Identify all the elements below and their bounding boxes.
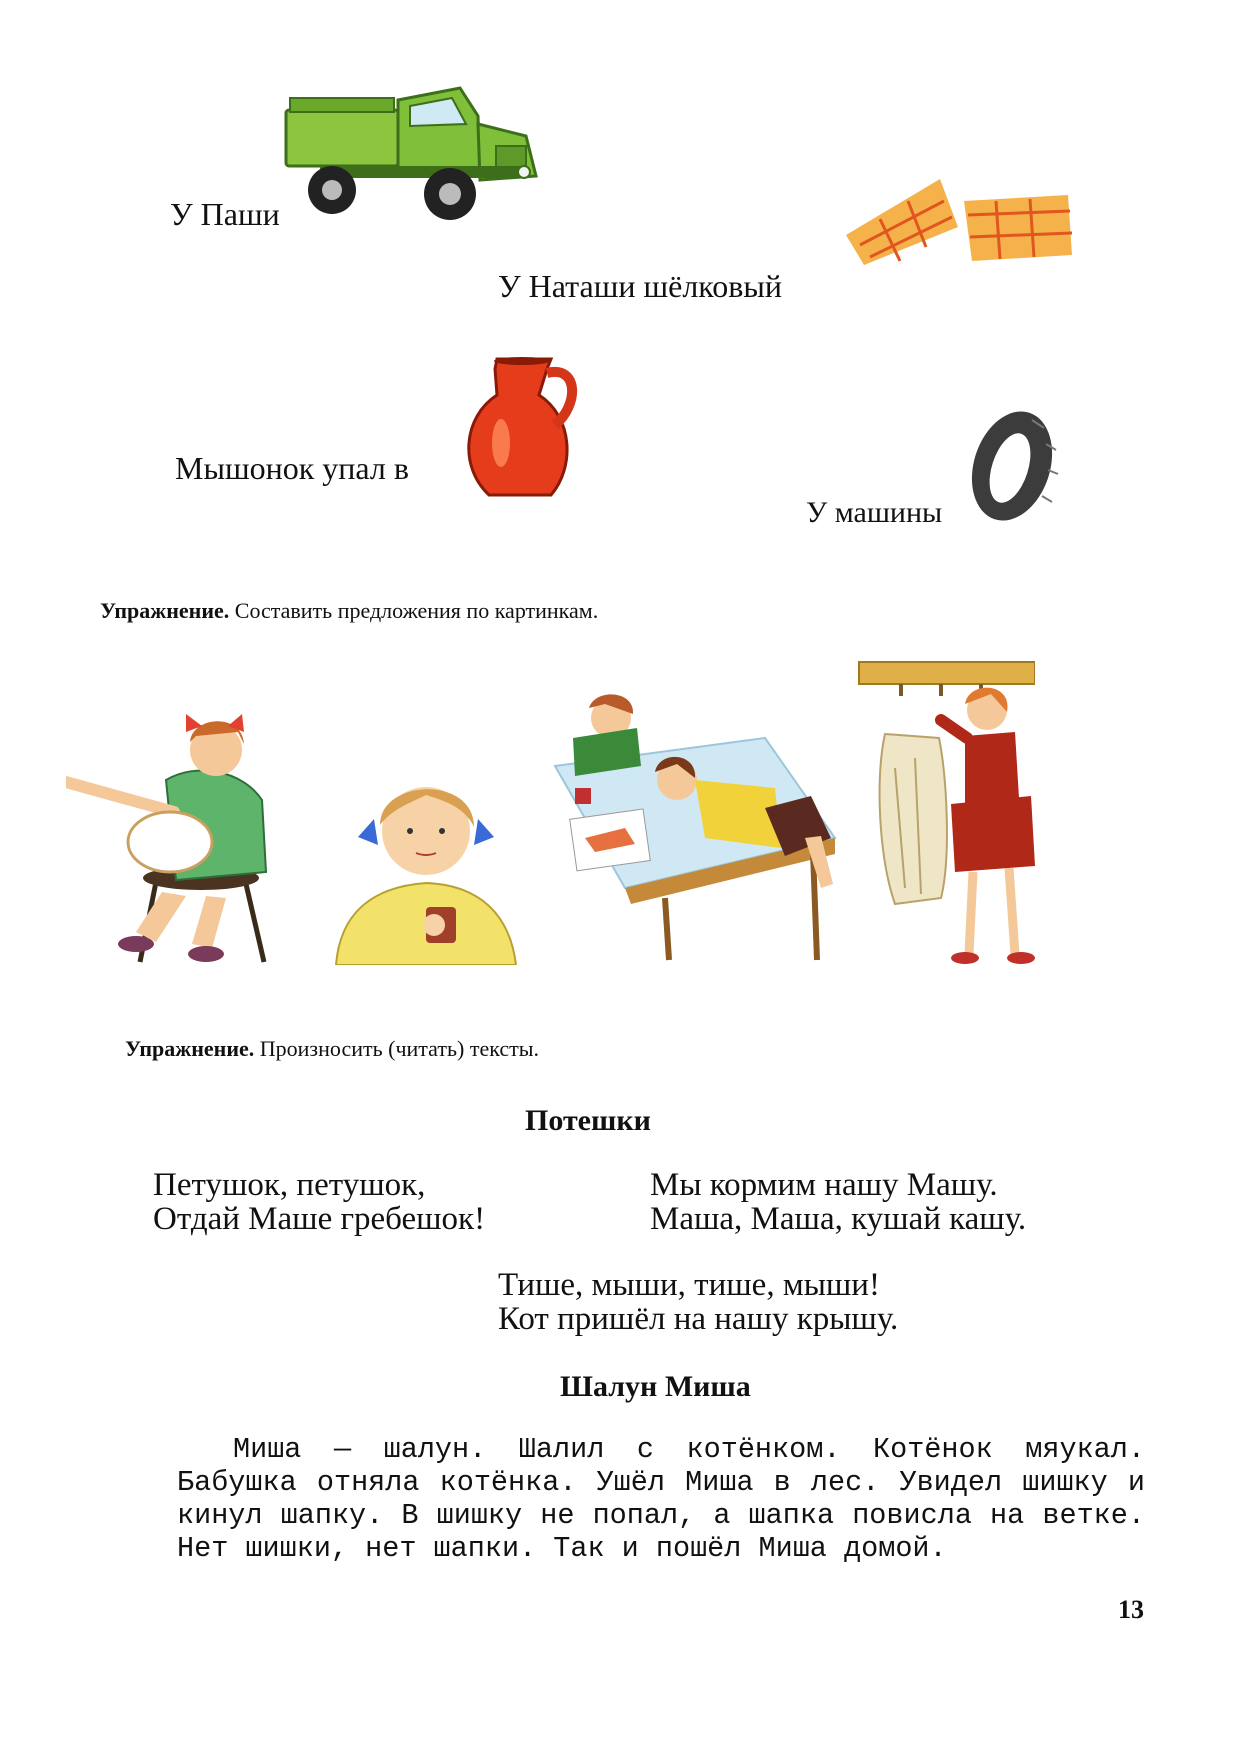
sentence-natasha: У Наташи шёлковый: [498, 268, 782, 304]
exercise-1-text: Составить предложения по картинкам.: [234, 598, 599, 623]
girl-sewing-button-illustration: [330, 765, 520, 965]
children-drawing-illustration: [545, 688, 845, 970]
rhyme-1-line-2: Отдай Маше гребешок!: [153, 1201, 486, 1237]
rhyme-2-line-2: Маша, Маша, кушай кашу.: [650, 1201, 1027, 1237]
rhyme-1-line-1: Петушок, петушок,: [153, 1167, 426, 1203]
story-text: Миша — шалун. Шалил с котёнком. Котёнок мяукал. Бабушка отняла котёнка. Ушёл Миша в лес. Увидел шишку и кинул шапку. В шишку не попал, а шапка повисла на ветке. Нет шишки, нет шапки. Так и пошёл Миша домой.: [177, 1433, 1145, 1565]
rhyme-2-line-1: Мы кормим нашу Машу.: [650, 1167, 998, 1203]
sentence-mouse: Мышонок упал в: [175, 450, 409, 486]
sentence-car: У машины: [806, 496, 943, 529]
exercise-2: [125, 1036, 539, 1062]
rhyme-2: [650, 1168, 1026, 1236]
rhyme-1: [153, 1168, 485, 1236]
jug-icon: [455, 355, 580, 505]
rhyme-3-line-2: Кот пришёл на нашу крышу.: [498, 1301, 899, 1337]
tire-icon: [962, 404, 1062, 528]
exercise-1: [100, 598, 598, 624]
girl-hanging-coat-illustration: [855, 658, 1035, 966]
poteshki-title: Потешки: [525, 1104, 651, 1137]
scarf-icon: [840, 165, 1080, 275]
girl-embroidering-illustration: [66, 692, 296, 970]
exercise-2-label: Упражнение.: [125, 1036, 255, 1061]
truck-icon: [280, 80, 550, 225]
rhyme-3-line-1: Тише, мыши, тише, мыши!: [498, 1267, 880, 1303]
story-title: Шалун Миша: [560, 1370, 751, 1403]
story-body: [177, 1433, 1145, 1565]
sentence-pasha: У Паши: [170, 196, 280, 232]
page-number: 13: [1118, 1595, 1144, 1624]
exercise-2-text: Произносить (читать) тексты.: [259, 1036, 540, 1061]
rhyme-3: [498, 1268, 898, 1336]
exercise-1-label: Упражнение.: [100, 598, 230, 623]
